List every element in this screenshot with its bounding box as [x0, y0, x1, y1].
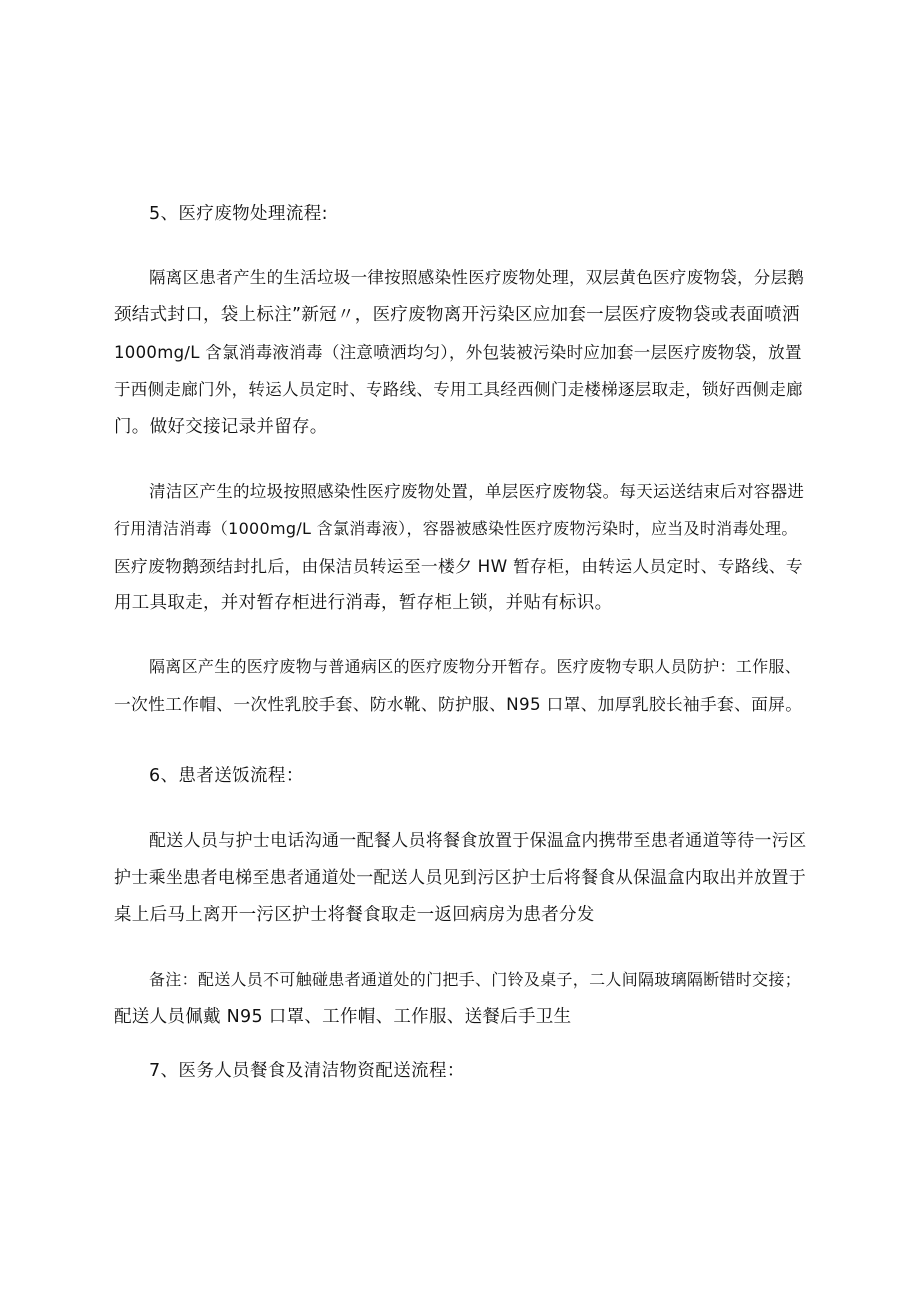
section-5-heading: 5、医疗废物处理流程:	[149, 204, 328, 224]
s5-p2-line-3: 医疗废物鹅颈结封扎后，由保洁员转运至一楼夕 HW 暂存柜，由转运人员定时、专路线、专	[114, 556, 803, 576]
s6-note-line-2: 配送人员佩戴 N95 口罩、工作帽、工作服、送餐后手卫生	[114, 1007, 572, 1027]
s5-p2-line-4: 用工具取走，并对暂存柜进行消毒，暂存柜上锁，并贴有标识。	[114, 593, 613, 613]
s5-p2-line-1: 清洁区产生的垃圾按照感染性医疗废物处置，单层医疗废物袋。每天运送结束后对容器进	[149, 482, 805, 501]
s5-p1-line-4: 于西侧走廊门外，转运人员定时、专路线、专用工具经西侧门走楼梯逐层取走，锁好西侧走廊	[114, 380, 803, 399]
s5-p3-line-1: 隔离区产生的医疗废物与普通病区的医疗废物分开暂存。医疗废物专职人员防护：工作服、	[149, 657, 802, 676]
s5-p1-line-2: 颈结式封口，袋上标注”新冠〃，医疗废物离开污染区应加套一层医疗废物袋或表面喷洒	[114, 305, 800, 325]
s5-p2-line-2: 行用清洁消毒（1000mg∕L 含氯消毒液），容器被感染性医疗废物污染时，应当及时消毒处理。	[114, 519, 798, 538]
s6-note-line-1: 备注：配送人员不可触碰患者通道处的门把手、门铃及桌子，二人间隔玻璃隔断错时交接；	[149, 970, 802, 989]
s5-p1-line-5: 门。做好交接记录并留存。	[114, 417, 328, 437]
s6-p1-line-1: 配送人员与护士电话沟通一配餐人员将餐食放置于保温盒内携带至患者通道等待一污区	[149, 831, 807, 851]
section-6-heading: 6、患者送饭流程：	[149, 766, 304, 786]
s6-p1-line-3: 桌上后马上离开一污区护士将餐食取走一返回病房为患者分发	[114, 905, 595, 925]
s5-p1-line-3: 1000mg∕L 含氯消毒液消毒（注意喷洒均匀），外包装被污染时应加套一层医疗废物袋，放置	[114, 343, 802, 362]
s5-p1-line-1: 隔离区患者产生的生活垃圾一律按照感染性医疗废物处理，双层黄色医疗废物袋，分层鹅	[149, 268, 805, 287]
s6-p1-line-2: 护士乘坐患者电梯至患者通道处一配送人员见到污区护士后将餐食从保温盒内取出并放置于	[114, 868, 806, 888]
section-7-heading: 7、医务人员餐食及清洁物资配送流程：	[149, 1061, 465, 1081]
s5-p3-line-2: 一次性工作帽、一次性乳胶手套、防水靴、防护服、N95 口罩、加厚乳胶长袖手套、面屏。	[114, 694, 803, 714]
